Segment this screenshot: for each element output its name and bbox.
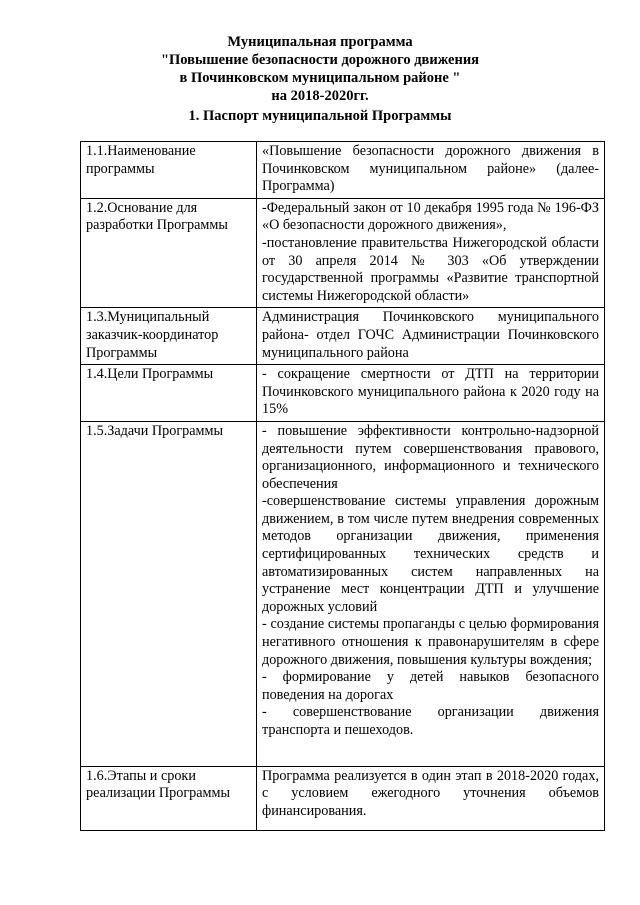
- section-title: 1. Паспорт муниципальной Программы: [188, 108, 452, 124]
- program-title-line-1: Муниципальная программа: [227, 34, 413, 50]
- value-paragraph: - повышение эффективности контрольно-надзорной деятельности путем совершенствования правового, организационного, информационного и технического обеспечения: [262, 422, 599, 492]
- row-label: 1.6.Этапы и сроки реализации Программы: [81, 766, 257, 831]
- value-paragraph: - создание системы пропаганды с целью формирования негативного отношения к правонарушителям в сфере дорожного движения, повышения культуры вождения;: [262, 616, 599, 668]
- document-header: [0, 33, 640, 125]
- value-paragraph: -совершенствование системы управления дорожным движением, в том числе путем внедрения современных методов организации движения, применения сертифицированных технических средств и автоматизированных систем направленных на устранение мест концентрации ДТП и улучшение дорожных условий: [262, 493, 599, 615]
- row-label: 1.1.Наименование программы: [81, 142, 257, 199]
- program-title-line-2: "Повышение безопасности дорожного движения: [160, 52, 480, 68]
- table-row: [81, 365, 605, 422]
- table-row: [81, 142, 605, 199]
- table-row: [81, 766, 605, 831]
- value-paragraph: - совершенствование организации движения транспорта и пешеходов.: [262, 704, 599, 738]
- table-row: [81, 421, 605, 766]
- program-title-line-3: в Починковском муниципальном районе ": [179, 70, 461, 86]
- value-paragraph: «Повышение безопасности дорожного движения в Починковском муниципальном районе» (далее-Программа): [262, 143, 599, 195]
- value-paragraph: Программа реализуется в один этап в 2018-2020 годах, с условием ежегодного уточнения объемов финансирования.: [262, 767, 599, 819]
- value-paragraph: - формирование у детей навыков безопасного поведения на дорогах: [262, 669, 599, 703]
- row-value: [257, 766, 605, 831]
- row-label: 1.4.Цели Программы: [81, 365, 257, 422]
- row-value: [257, 365, 605, 422]
- row-value: [257, 142, 605, 199]
- row-value: [257, 308, 605, 365]
- value-paragraph: -Федеральный закон от 10 декабря 1995 года № 196-ФЗ «О безопасности дорожного движения»,: [262, 199, 599, 234]
- value-paragraph: -постановление правительства Нижегородской области от 30 апреля 2014 № 303 «Об утверждении государственной программы «Развитие транспортной системы Нижегородской области»: [262, 234, 599, 304]
- row-label: 1.3.Муниципальный заказчик-координатор Программы: [81, 308, 257, 365]
- table-row: [81, 308, 605, 365]
- row-value: [257, 198, 605, 308]
- passport-table: [80, 141, 605, 831]
- table-row: [81, 198, 605, 308]
- value-paragraph: - сокращение смертности от ДТП на территории Починковского муниципального района к 2020 году на 15%: [262, 366, 599, 418]
- row-label: 1.5.Задачи Программы: [81, 421, 257, 766]
- row-value: [257, 421, 605, 766]
- program-title-line-4: на 2018-2020гг.: [271, 88, 369, 104]
- row-label: 1.2.Основание для разработки Программы: [81, 198, 257, 308]
- value-paragraph: Администрация Починковского муниципального района- отдел ГОЧС Администрации Починковского муниципального района: [262, 309, 599, 361]
